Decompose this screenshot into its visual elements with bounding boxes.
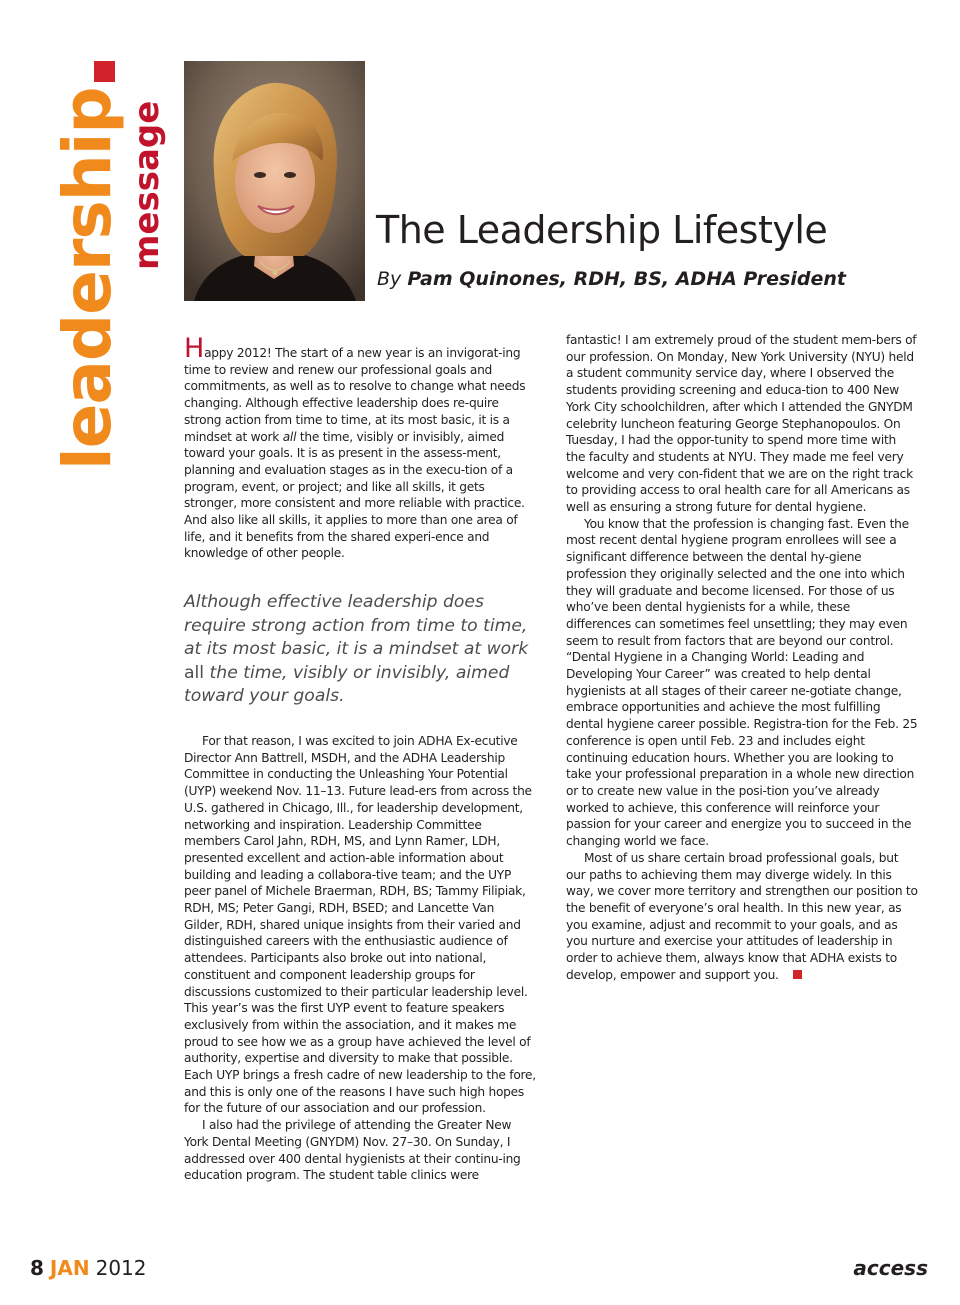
paragraph-5 xyxy=(566,850,918,984)
section-label-message: message xyxy=(127,100,167,270)
issue-year: 2012 xyxy=(95,1256,147,1280)
publication-name: access xyxy=(853,1256,928,1280)
drop-cap: H xyxy=(184,333,205,364)
pull-quote-emphasis: all xyxy=(184,662,205,683)
left-column-bottom xyxy=(184,733,536,1184)
byline-author: Pam Quinones, RDH, BS, ADHA President xyxy=(407,268,846,290)
paragraph-3: I also had the privilege of attending the Greater New York Dental Meeting (GNYDM) Nov. 27–30. On Sunday, I addressed over 400 dental hygienists at their continu-ing education program. The student table clinics were xyxy=(184,1118,521,1183)
paragraph-1-emphasis: all xyxy=(282,429,297,444)
author-portrait xyxy=(184,61,365,301)
pull-quote-text-b: the time, visibly or invisibly, aimed toward your goals. xyxy=(184,662,510,706)
page-folio xyxy=(30,1256,147,1280)
paragraph-1 xyxy=(184,333,536,562)
byline-prefix: By xyxy=(377,268,402,290)
paragraph-1-text-a: appy 2012! The start of a new year is an invigorat-ing time to review and renew our professional goals and commitments, as well as to resolve to change what needs changing. Although effective leadership does re-quire strong action from time to time, at its most basic, it is a mindset at work xyxy=(184,346,526,444)
paragraph-5-text: Most of us share certain broad professional goals, but our paths to achieving them may diverge widely. In this way, we cover more territory and strengthen our position to the benefit of everyone’s oral health. In this new year, as you examine, adjust and recommit to your goals, and as you nurture and exercise your attitudes of leadership in order to achieve them, always know that ADHA exists to develop, empower and support you. xyxy=(566,850,918,982)
right-column xyxy=(566,332,918,983)
paragraph-1-text-b: the time, visibly or invisibly, aimed toward your goals. It is as present in the assess-ment, planning and evaluation stages as in the execu-tion of a program, event, or project; and like all skills, it gets stronger, more consistent and more reliable with practice. And also like all skills, it applies to more than one area of life, and it benefits from the shared experi-ence and knowledge of other people. xyxy=(184,429,525,561)
pull-quote xyxy=(184,591,544,709)
end-mark xyxy=(793,970,802,979)
section-label-leadership: leadership xyxy=(49,87,126,470)
article-byline xyxy=(377,268,846,290)
paragraph-2: For that reason, I was excited to join ADHA Ex-ecutive Director Ann Battrell, MSDH, and the ADHA Leadership Committee in conducting the Unleashing Your Potential (UYP) weekend Nov. 11–13. Future lead-ers from across the U.S. gathered in Chicago, Ill., for leadership development, networking and inspiration. Leadership Committee members Carol Jahn, RDH, MS, and Lynn Ramer, LDH, presented excellent and action-able information about building and leading a collabora-tive team; and the UYP peer panel of Michele Braerman, RDH, BS; Tammy Filipiak, RDH, MS; Peter Gangi, RDH, BSED; and Lancette Van Gilder, RDH, shared unique insights from their varied and distinguished careers with the enthusiastic audience of attendees. Participants also broke out into national, constituent and component leadership groups for discussions customized to their particular leadership level. This year’s was the first UYP event to feature speakers exclusively from within the association, and it makes me proud to see how we as a group have achieved the level of authority, expertise and diversity to make that possible. Each UYP brings a fresh cadre of new leadership to the fore, and this is only one of the reasons I have such high hopes for the future of our association and our profession. xyxy=(184,734,536,1116)
section-marker-square xyxy=(94,61,115,82)
paragraph-3-continued: fantastic! I am extremely proud of the student mem-bers of our profession. On Monday, New York University (NYU) held a student community service day, where I observed the students providing screening and educa-tion to 400 New York City schoolchildren, after which I attended the GNYDM celebrity luncheon featuring George Stephanopoulos. On Tuesday, I had the oppor-tunity to spend more time with the faculty and students at NYU. They made me feel very welcome and very con-fident that we are on the right track to providing access to oral health care for all Americans as well as ensuring a strong future for dental hygiene. xyxy=(566,333,917,515)
article-title: The Leadership Lifestyle xyxy=(376,208,828,252)
pull-quote-text-a: Although effective leadership does require strong action from time to time, at its most basic, it is a mindset at work xyxy=(184,592,529,659)
page-number: 8 xyxy=(30,1256,44,1280)
issue-month: JAN xyxy=(49,1256,90,1280)
left-column-top xyxy=(184,333,536,562)
paragraph-4: You know that the profession is changing fast. Even the most recent dental hygiene program enrollees will see a significant difference between the dental hy-giene profession they originally selected and the one into which they will graduate and become licensed. For those of us who’ve been dental hygienists for a while, these differences can sometimes feel unsettling; they may even seem to result from factors that are beyond our control. “Dental Hygiene in a Changing World: Leading and Developing Your Career” was created to help dental hygienists at all stages of their career ne-gotiate change, embrace opportunities and achieve the most fulfilling dental hygiene career possible. Registra-tion for the Feb. 25 conference is open until Feb. 23 and includes eight continuing education hours. Whether you are looking to take your professional preparation in a whole new direction or to create new value in the posi-tion you’ve already worked to achieve, this conference will reinforce your passion for your career and energize you to succeed in the changing world we face. xyxy=(566,516,918,849)
